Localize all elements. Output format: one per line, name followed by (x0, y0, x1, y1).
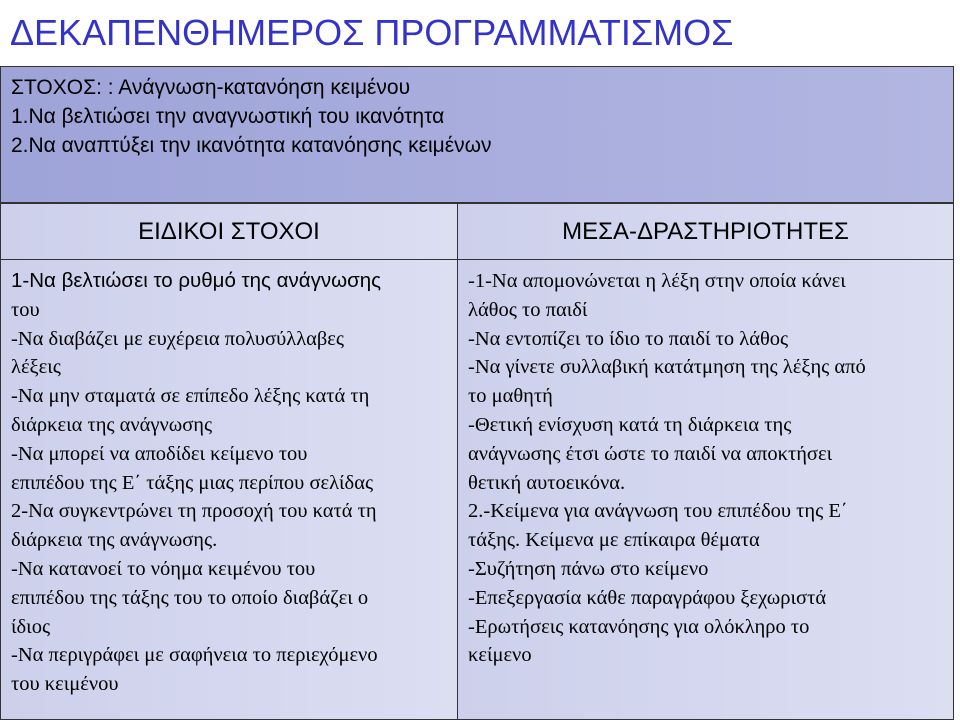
list-item: επιπέδου της Ε΄ τάξης μιας περίπου σελίδας (11, 471, 374, 494)
list-item: θετική αυτοεικόνα. (468, 471, 626, 494)
list-item: ανάγνωσης έτσι ώστε το παιδί να αποκτήσει (468, 442, 833, 465)
list-item: το μαθητή (468, 385, 553, 408)
list-item: -Να κατανοεί το νόημα κειμένου του (11, 557, 316, 580)
list-item: λέξεις (11, 356, 61, 379)
specific-goals-list (11, 267, 449, 699)
list-item: -Να μην σταματά σε επίπεδο λέξης κατά τη (11, 385, 370, 408)
list-item: 1-Να βελτιώσει το ρυθμό της ανάγνωσης (11, 269, 382, 292)
list-item: 2.-Κείμενα για ανάγνωση του επιπέδου της Ε΄ (468, 500, 848, 523)
goal-line: ΣΤΟΧΟΣ: : Ανάγνωση-κατανόηση κειμένου (11, 76, 411, 99)
list-item: -1-Να απομονώνεται η λέξη στην οποία κάνει (468, 270, 846, 292)
goal-box (0, 66, 954, 203)
list-item: -Θετική ενίσχυση κατά τη διάρκεια της (468, 413, 792, 436)
objectives-table (0, 203, 954, 720)
list-item: του (11, 298, 40, 321)
list-item: τάξης. Κείμενα με επίκαιρα θέματα (468, 529, 760, 552)
list-item: διάρκεια της ανάγνωσης. (11, 529, 218, 552)
activities-column (458, 204, 953, 719)
list-item: -Να γίνετε συλλαβική κατάτμηση της λέξης από (468, 356, 866, 379)
list-item: -Συζήτηση πάνω στο κείμενο (468, 557, 709, 580)
specific-goals-header: ΕΙΔΙΚΟΙ ΣΤΟΧΟΙ (1, 204, 457, 260)
list-item: -Να εντοπίζει το ίδιο το παιδί το λάθος (468, 327, 789, 350)
goal-line: 2.Να αναπτύξει την ικανότητα κατανόησης κειμένων (11, 134, 492, 157)
list-item: -Επεξεργασία κάθε παραγράφου ξεχωριστά (468, 586, 827, 609)
list-item: -Να μπορεί να αποδίδει κείμενο του (11, 442, 308, 465)
list-item: ίδιος (11, 615, 51, 638)
list-item: κείμενο (468, 644, 532, 667)
activities-list (468, 267, 945, 670)
activities-header: ΜΕΣΑ-ΔΡΑΣΤΗΡΙΟΤΗΤΕΣ (458, 204, 953, 260)
list-item: επιπέδου της τάξης του το οποίο διαβάζει ο (11, 586, 369, 609)
list-item: λάθος το παιδί (468, 298, 588, 321)
page-title: ΔΕΚΑΠΕΝΘΗΜΕΡΟΣ ΠΡΟΓΡΑΜΜΑΤΙΣΜΟΣ (10, 12, 734, 53)
specific-goals-column (1, 204, 458, 719)
list-item: 2-Να συγκεντρώνει τη προσοχή του κατά τη (11, 500, 377, 523)
list-item: -Να διαβάζει με ευχέρεια πολυσύλλαβες (11, 327, 345, 350)
list-item: του κειμένου (11, 673, 119, 696)
list-item: διάρκεια της ανάγνωσης (11, 413, 213, 436)
list-item: -Να περιγράφει με σαφήνεια το περιεχόμενο (11, 644, 378, 667)
list-item: -Ερωτήσεις κατανόησης για ολόκληρο το (468, 615, 810, 638)
goal-line: 1.Να βελτιώσει την αναγνωστική του ικανότητα (11, 105, 445, 128)
